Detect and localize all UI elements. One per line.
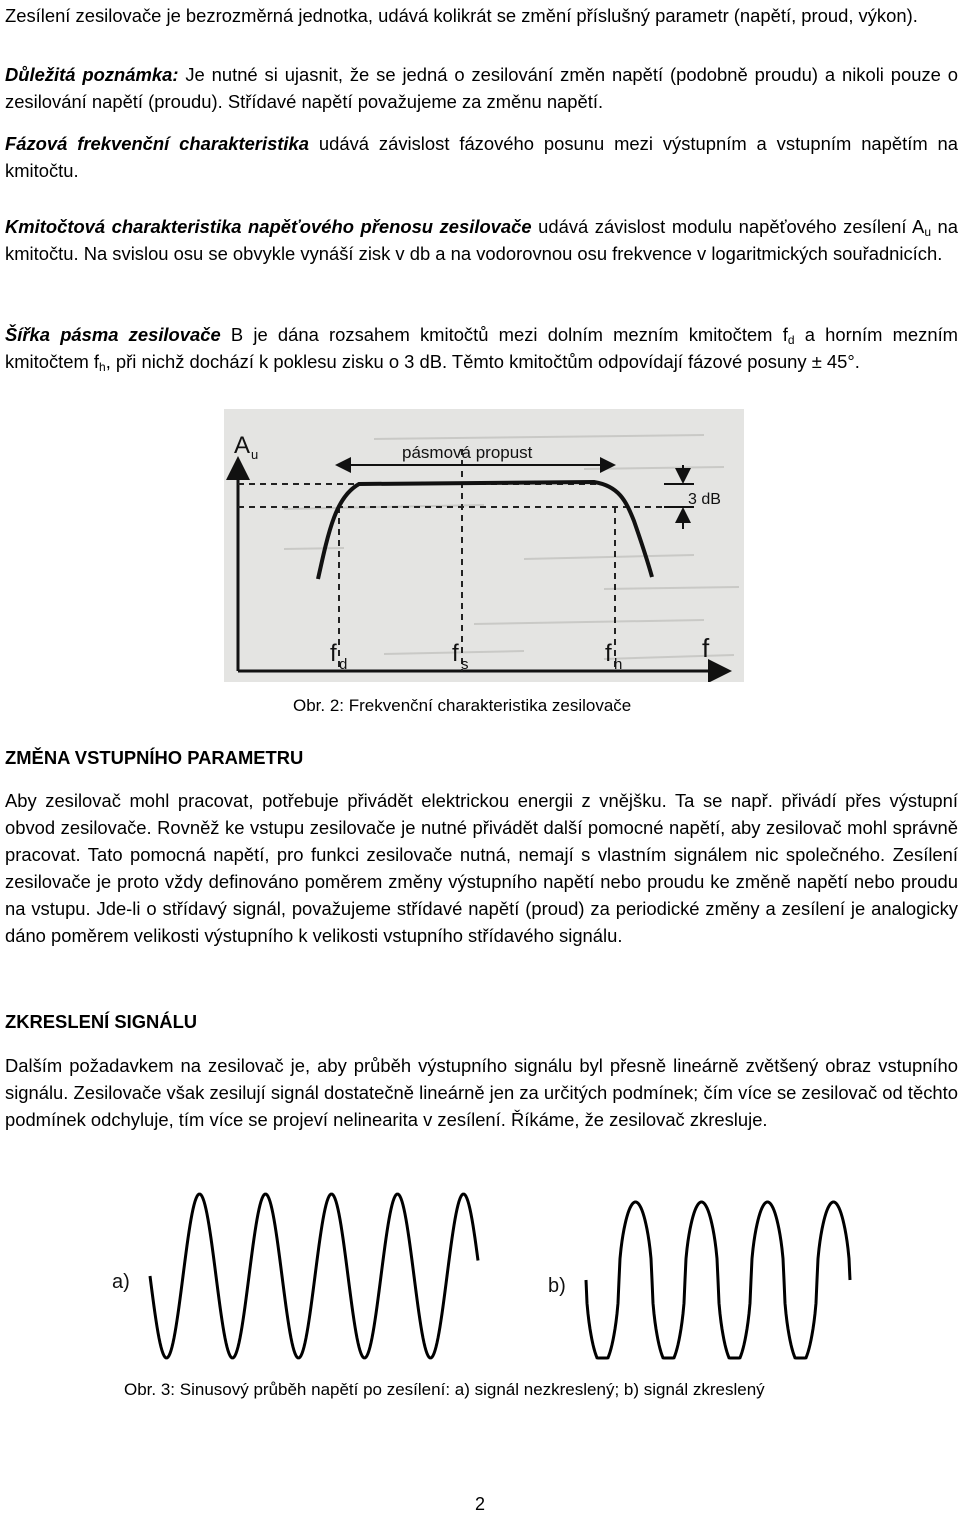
fd-label-sub: d [339,656,348,673]
fd-label: f [330,640,337,667]
fh-label-sub: h [614,656,623,673]
term-frequency-characteristic: Kmitočtová charakteristika napěťového přenosu zesilovače [5,216,532,237]
label-b: b) [548,1275,566,1297]
fs-label-sub: s [461,656,469,673]
fh-label: f [605,640,612,667]
sine-waves-diagram [108,1180,868,1370]
paragraph-bandwidth: Šířka pásma zesilovače B je dána rozsahem kmitočtů mezi dolním mezním kmitočtem $f_d$ a horním mezním kmitočtem $f_h$, při nichž dochází k poklesu zisku o 3 dB. Těmto kmitočtům odpovídají fázové posuny ± 45°. [5,324,959,374]
paragraph-important-note: Důležitá poznámka: Je nutné si ujasnit, že se jedná o zesilování změn napětí (podobně proudu) a nikoli pouze o zesilování napětí (proudu). Střídavé napětí považujeme za změnu napětí. [5,64,958,112]
undistorted-sine-wave [150,1194,478,1358]
frequency-response-diagram [224,409,744,682]
frequency-response-figure [224,409,744,682]
paragraph-frequency-characteristic: Kmitočtová charakteristika napěťového přenosu zesilovače udává závislost modulu napěťového zesílení $A_u$ na kmitočtu. Na svislou osu se obvykle vynáší zisk v db a na vodorovnou osu frekvence v logaritmických souřadnicích. [5,216,958,264]
y-axis-label: A [234,432,251,459]
section-heading-distortion: ZKRESLENÍ SIGNÁLU [5,1011,198,1032]
figure-2-caption: Obr. 2: Frekvenční charakteristika zesilovače [293,696,632,715]
paragraph-distortion: Dalším požadavkem na zesilovač je, aby průběh výstupního signálu byl přesně lineárně zvětšený obraz vstupního signálu. Zesilovače však zesilují signál dostatečně lineárně jen za určitých podmínek; čím více se zesilovač od těchto podmínek odchyluje, tím více se projeví nelinearita v zesílení. Říkáme, že zesilovač zkresluje. [5,1055,958,1130]
note-lead: Důležitá poznámka: [5,64,179,85]
paragraph-phase-characteristic: Fázová frekvenční charakteristika udává závislost fázového posunu mezi výstupním a vstupním napětím na kmitočtu. [5,133,958,181]
band-label: pásmová propust [402,443,533,462]
fs-label: f [452,640,459,667]
x-axis-label: f [702,633,710,663]
term-phase-characteristic: Fázová frekvenční charakteristika [5,133,309,154]
y-axis-label-sub: u [251,447,259,462]
db-label: 3 dB [688,491,721,508]
label-a: a) [112,1271,130,1293]
figure-3-caption: Obr. 3: Sinusový průběh napětí po zesílení: a) signál nezkreslený; b) signál zkreslený [124,1380,765,1399]
paragraph-input-change: Aby zesilovač mohl pracovat, potřebuje přivádět elektrickou energii z vnějšku. Ta se např. přivádí přes výstupní obvod zesilovače. Rovněž ke vstupu zesilovače je nutné přivádět další pomocné napětí, aby zesilovač mohl správně pracovat. Tato pomocná napětí, pro funkci zesilovače nutná, nemají s vlastním signálem nic společného. Zesílení zesilovače je proto vždy definováno poměrem změny výstupního napětí nebo proudu ke změně napětí nebo proudu na vstupu. Jde-li o střídavý signál, považujeme střídavé napětí (proud) za periodické změny a zesílení je analogicky dáno poměrem velikosti výstupního k velikosti vstupního střídavého signálu. [5,790,958,946]
page-number: 2 [474,1494,485,1514]
sine-waves-figure [108,1180,868,1370]
term-bandwidth: Šířka pásma zesilovače [5,324,221,345]
distorted-sine-wave [586,1202,850,1358]
section-heading-input-change: ZMĚNA VSTUPNÍHO PARAMETRU [5,747,304,768]
paragraph-gain-definition: Zesílení zesilovače je bezrozměrná jednotka, udává kolikrát se změní příslušný parametr (napětí, proud, výkon). [5,5,918,26]
